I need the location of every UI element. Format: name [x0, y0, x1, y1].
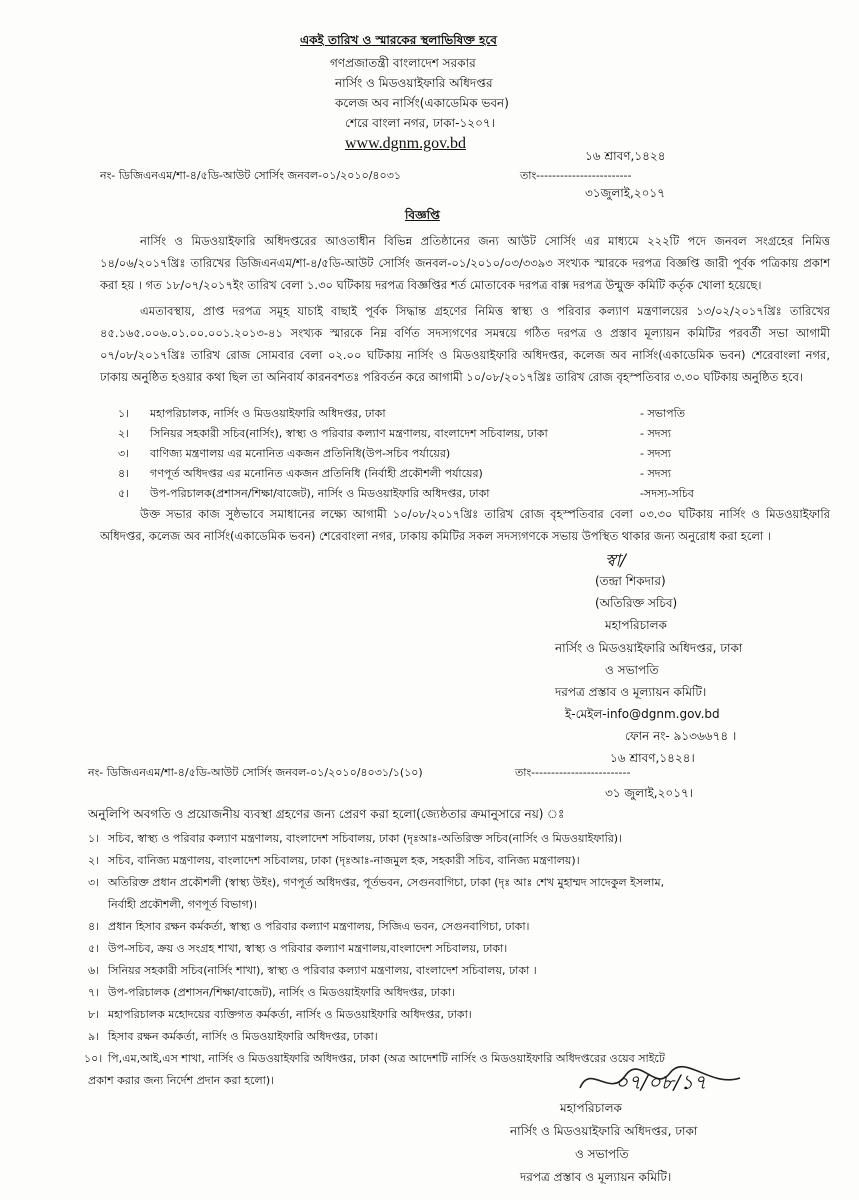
signatory-office: নার্সিং ও মিডওয়াইফারি অধিদপ্তর, ঢাকা: [555, 641, 743, 655]
member-name: গণপূর্ত অধিদপ্তর এর মনোনিত একজন প্রতিনিধি (নির্বাহী প্রকৌশলী পর্যায়ের): [150, 467, 483, 480]
copy-number: ৭।: [88, 986, 100, 999]
notice-paragraph-3: উক্ত সভার কাজ সুষ্ঠভাবে সমাধানের লক্ষ্যে আগামী ১০/০৮/২০১৭খ্রিঃ তারিখ রোজ বৃহস্পতিবার বেলা ০৩.৩০ ঘটিকায় নার্সিং ও মিডওয়াইফারি অধিদপ্তর, কলেজ অব নার্সিং(একাডেমিক ভবন) শেরেবাংলা নগর, ঢাকায় কমিটির সকল সদস্যগণকে সভায় উপস্থিত থাকার জন্য অনুরোধ করা হলো ।: [100, 507, 830, 543]
member-number: ৪।: [118, 467, 130, 480]
notice-paragraph-2: এমতাবস্থায়, প্রাপ্ত দরপত্র সমূহ যাচাই বাছাই পূর্বক সিদ্ধান্ত গ্রহণের নিমিত্ত স্বাস্থ্য ও পরিবার কল্যাণ মন্ত্রণালয়ের ১৩/০২/২০১৭খ্রিঃ তারিখের ৪৫.১৬৫.০০৬.০১.০০.০০১.২০১৩-৪১ সংখ্যক স্মারকে নিম্ন বর্ণিত সদস্যগণের সমন্বয়ে গঠিত দরপত্র ও প্রস্তাব মূল্যায়ন কমিটির পরবর্তী সভা আগামী ০৭/০৮/২০১৭খ্রিঃ তারিখ রোজ সোমবার বেলা ০২.০০ ঘটিকায় নার্সিং ও মিডওয়াইফারি অধিদপ্তর, কলেজ অব নার্সিং(একাডেমিক ভবন) শেরেবাংলা নগর, ঢাকায় অনুষ্ঠিত হওয়ার কথা ছিল তা অনিবার্য কারনবশতঃ পরিবর্তন করে আগামী ১০/০৮/২০১৭খ্রিঃ তারিখ রোজ বৃহস্পতিবার ৩.৩০ ঘটিকায় অনুষ্ঠিত হবে।: [100, 304, 830, 384]
copy-recipient: উপ-পরিচালক (প্রশাসন/শিক্ষা/বাজেট), নার্সিং ও মিডওয়াইফারি অধিদপ্তর, ঢাকা।: [108, 986, 455, 999]
copy-recipient: সচিব, স্বাস্থ্য ও পরিবার কল্যাণ মন্ত্রণালয়, বাংলাদেশ সচিবালয়, ঢাকা (দৃঃআঃ-অতিরিক্ত সচিব(নার্সিং ও মিডওয়াইফারি)।: [108, 832, 623, 845]
copy-number: ৮।: [88, 1008, 100, 1021]
copy-date-english: ৩১ জুলাই,২০১৭।: [605, 786, 694, 800]
member-number: ১।: [118, 407, 130, 420]
notice-title: বিজ্ঞপ্তি: [405, 208, 440, 222]
copy-recipient: মহাপরিচালক মহোদয়ের ব্যক্তিগত কর্মকর্তা, নার্সিং ও মিডওয়াইফারি অধিদপ্তর, ঢাকা।: [108, 1008, 472, 1021]
contact-email: ই-মেইল-info@dgnm.gov.bd: [565, 707, 720, 721]
signatory-post-2: মহাপরিচালক: [560, 1101, 622, 1115]
copy-recipient-continued: প্রকাশ করার জন্য নির্দেশ প্রদান করা হলো)।: [88, 1074, 275, 1087]
member-name: উপ-পরিচালক(প্রশাসন/শিক্ষা/বাজেট), নার্সিং ও মিডওয়াইফারি অধিদপ্তর, ঢাকা: [150, 487, 490, 500]
copy-number: ৩।: [88, 876, 100, 889]
supersede-note: একই তারিখ ও স্মারকের স্থলাভিষিক্ত হবে: [300, 33, 497, 47]
copy-memo-number: নং- ডিজিএনএম/শা-৪/৫ডি-আউট সোর্সিং জনবল-০১/২০১০/৪০৩১/১(১০): [88, 766, 423, 779]
government-name: গণপ্রজাতন্ত্রী বাংলাদেশ সরকার: [330, 56, 476, 70]
member-number: ২।: [118, 427, 130, 440]
member-role: - সদস্য: [640, 447, 671, 460]
member-role: -সদস্য-সচিব: [640, 487, 694, 500]
signatory-post: মহাপরিচালক: [605, 618, 667, 632]
copy-date-bengali: ১৬ শ্রাবণ,১৪২৪।: [610, 751, 695, 765]
signatory-office-2: নার্সিং ও মিডওয়াইফারি অধিদপ্তর, ঢাকা: [510, 1124, 698, 1138]
notice-paragraph-1: নার্সিং ও মিডওয়াইফারি অধিদপ্তরের আওতাধীন বিভিন্ন প্রতিষ্ঠানের জন্য আউট সোর্সিং এর মাধ্যমে ২২২টি পদে জনবল সংগ্রহের নিমিত্ত ১৪/০৬/২০১৭খ্রিঃ তারিখের ডিজিএনএম/শা-৪/৫ডি-আউট সোর্সিং জনবল-০১/২০১০/০৩/৩৩৯৩ সংখ্যক স্মারকে দরপত্র বিজ্ঞপ্তি জারী পূর্বক পত্রিকায় প্রকাশ করা হয় । গত ১৮/০৭/২০১৭ইং তারিখ বেলা ১.৩০ ঘটিকায় দরপত্র বিজ্ঞপ্তির শর্ত মোতাবেক দরপত্র বাক্স দরপত্র উন্মুক্ত কমিটি কর্তৃক খোলা হয়েছে।: [100, 234, 830, 292]
member-number: ৫।: [118, 487, 130, 500]
office-address: শেরে বাংলা নগর, ঢাকা-১২০৭।: [345, 116, 495, 130]
copy-number: ৫।: [88, 942, 100, 955]
member-number: ৩।: [118, 447, 130, 460]
memo-number: নং- ডিজিএনএম/শা-৪/৫ডি-আউট সোর্সিং জনবল-০১/২০১০/৪০৩১: [100, 169, 402, 182]
copy-number: ৬।: [88, 964, 100, 977]
copy-recipient-continued: নির্বাহী প্রকৌশলী, গণপূর্ত বিভাগ)।: [108, 898, 257, 911]
copy-number: ৪।: [88, 920, 100, 933]
member-name: সিনিয়র সহকারী সচিব(নার্সিং), স্বাস্থ্য ও পরিবার কল্যাণ মন্ত্রণালয়, বাংলাদেশ সচিবালয়, ঢাকা: [150, 427, 548, 440]
copy-recipient: সিনিয়র সহকারী সচিব(নার্সিং শাখা), স্বাস্থ্য ও পরিবার কল্যাণ মন্ত্রণালয়, বাংলাদেশ সচিবালয়, ঢাকা ।: [108, 964, 537, 977]
member-name: মহাপরিচালক, নার্সিং ও মিডওয়াইফারি অধিদপ্তর, ঢাকা: [150, 407, 386, 420]
copy-number: ১।: [88, 832, 100, 845]
copy-intro: অনুলিপি অবগতি ও প্রয়োজনীয় ব্যবস্থা গ্রহণের জন্য প্রেরণ করা হলো(জ্যেষ্ঠতার ক্রমানুসারে নয়) ঃ: [88, 807, 565, 821]
website-link[interactable]: www.dgnm.gov.bd: [345, 135, 467, 152]
signatory-rank: (অতিরিক্ত সচিব): [595, 596, 678, 610]
signature-mark: স্বা/: [605, 551, 627, 571]
college-name: কলেজ অব নার্সিং(একাডেমিক ভবন): [335, 96, 509, 110]
copy-number: ৯।: [88, 1030, 100, 1043]
signatory-committee: দরপত্র প্রস্তাব ও মূল্যায়ন কমিটি।: [555, 685, 707, 699]
copy-recipient: সচিব, বানিজ্য মন্ত্রণালয়, বাংলাদেশ সচিবালয়, ঢাকা (দৃঃআঃ-নাজমুল হক, সহকারী সচিব, বানিজ্য মন্ত্রণালয়)।: [108, 854, 580, 867]
copy-recipient: অতিরিক্ত প্রধান প্রকৌশলী (স্বাস্থ্য উইং), গণপূর্ত অধিদপ্তর, পূর্তভবন, সেগুনবাগিচা, ঢাকা (দৃঃ আঃ শেখ মুহাম্মদ সাদেকুল ইসলাম,: [108, 876, 665, 889]
date-label: তাং------------------------: [520, 169, 632, 182]
member-role: - সদস্য: [640, 427, 671, 440]
copy-recipient: প্রধান হিসাব রক্ষন কর্মকর্তা, স্বাস্থ্য ও পরিবার কল্যাণ মন্ত্রণালয়, সিজিএ ভবন, সেগুনবাগিচা, ঢাকা।: [108, 920, 530, 933]
handwritten-date: ০৭/০৮/১৭: [615, 1070, 707, 1094]
department-name: নার্সিং ও মিডওয়াইফারি অধিদপ্তর: [335, 76, 493, 90]
copy-date-label: তাং-------------------------: [515, 766, 631, 779]
copy-number: ২।: [88, 854, 100, 867]
signatory-committee-role-2: ও সভাপতি: [575, 1147, 629, 1161]
signatory-committee-role: ও সভাপতি: [605, 663, 659, 677]
signatory-committee-2: দরপত্র প্রস্তাব ও মূল্যায়ন কমিটি।: [520, 1170, 672, 1184]
copy-recipient: উপ-সচিব, ক্রয় ও সংগ্রহ শাখা, স্বাস্থ্য ও পরিবার কল্যাণ মন্ত্রণালয়,বাংলাদেশ সচিবালয়, ঢাকা।: [108, 942, 508, 955]
signatory-name: (তন্দ্রা শিকদার): [595, 574, 666, 588]
date-bengali: ১৬ শ্রাবণ,১৪২৪: [585, 149, 666, 163]
copy-number: ১০।: [84, 1052, 103, 1065]
contact-phone: ফোন নং- ৯১৩৬৬৭৪ ।: [625, 729, 737, 743]
member-name: বাণিজ্য মন্ত্রণালয় এর মনোনিত একজন প্রতিনিধি(উপ-সচিব পর্যায়ের): [150, 447, 451, 460]
copy-recipient: পি,এম,আই,এস শাখা, নার্সিং ও মিডওয়াইফারি অধিদপ্তর, ঢাকা (অত্র আদেশটি নার্সিং ও মিডওয়াইফারি অধিদপ্তরের ওয়েব সাইটে: [108, 1052, 665, 1065]
copy-recipient: হিসাব রক্ষন কর্মকর্তা, নার্সিং ও মিডওয়াইফারি অধিদপ্তর, ঢাকা।: [108, 1030, 378, 1043]
date-english: ৩১জুলাই,২০১৭: [585, 186, 665, 200]
member-role: - সদস্য: [640, 467, 671, 480]
member-role: - সভাপতি: [640, 407, 685, 420]
